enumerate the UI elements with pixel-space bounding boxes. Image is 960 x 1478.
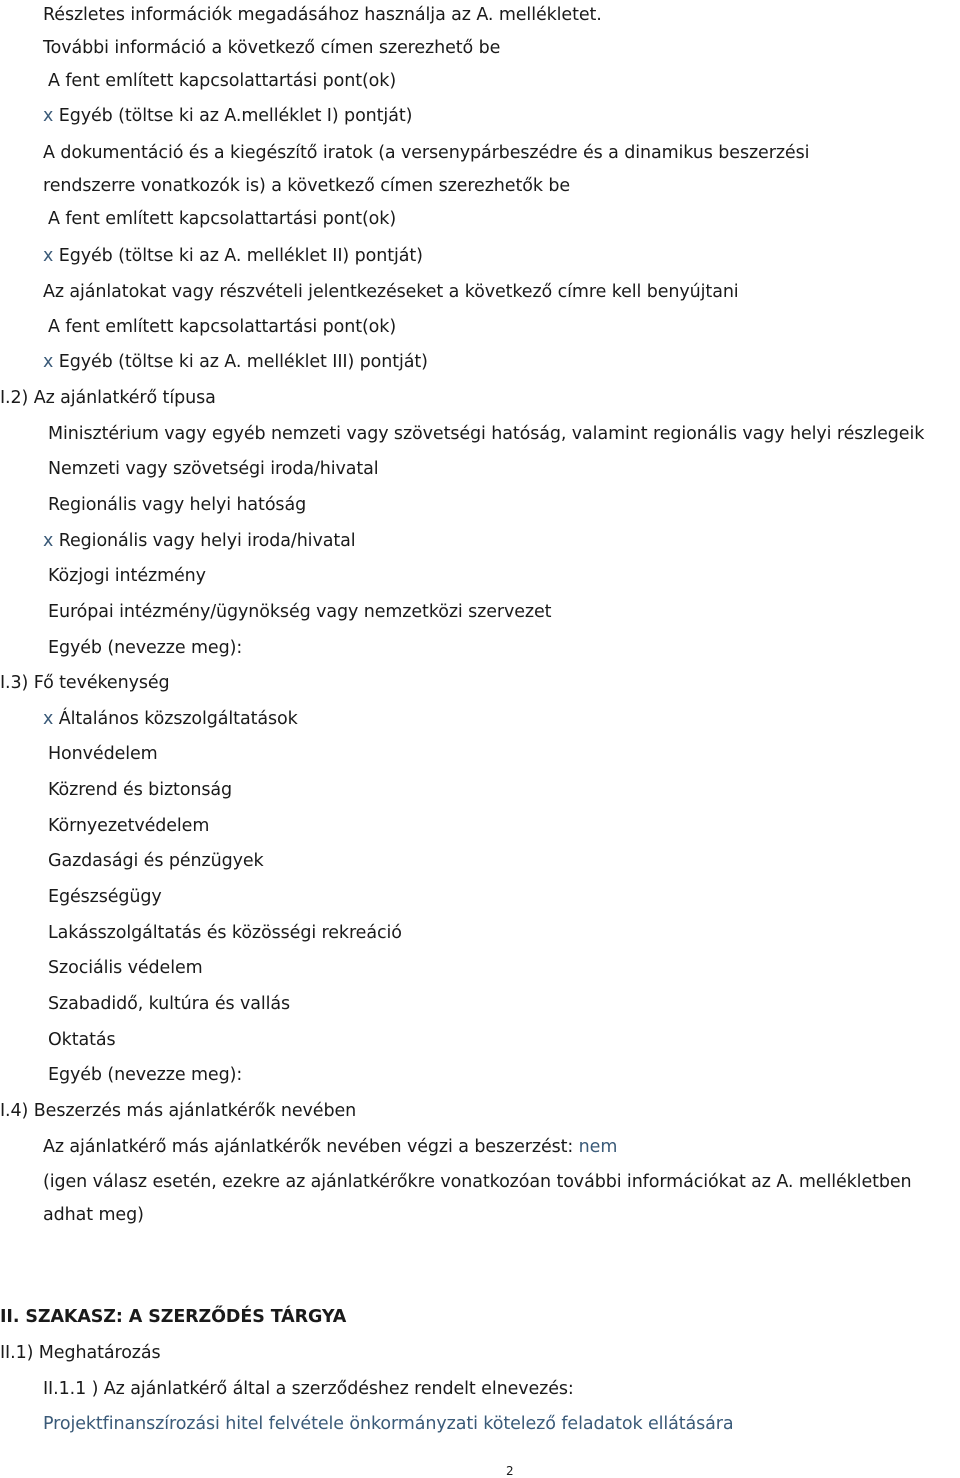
authority-type-option: Regionális vagy helyi hatóság xyxy=(48,495,307,515)
details-note: Részletes információk megadásához használja az A. mellékletet. xyxy=(43,5,602,25)
authority-type-option: Minisztérium vagy egyéb nemzeti vagy szövetségi hatóság, valamint regionális vagy helyi részlegeik xyxy=(48,424,925,444)
activity-option: Gazdasági és pénzügyek xyxy=(48,851,264,871)
documents-address-label-line2: rendszerre vonatkozók is) a következő címen szerezhetők be xyxy=(43,176,570,196)
documents-option-contact: A fent említett kapcsolattartási pont(ok) xyxy=(48,209,397,229)
further-info-option-other xyxy=(43,104,412,128)
submission-option-other xyxy=(43,350,428,374)
contract-title-value: Projektfinanszírozási hitel felvétele önkormányzati kötelező feladatok ellátására xyxy=(43,1414,734,1434)
option-label: Regionális vagy helyi iroda/hivatal xyxy=(58,531,356,551)
joint-procurement-note-line1: (igen válasz esetén, ezekre az ajánlatkérőkre vonatkozóan további információkat az A. mellékletben xyxy=(43,1172,912,1192)
section-i4-heading: I.4) Beszerzés más ajánlatkérők nevében xyxy=(0,1101,357,1121)
check-mark: x xyxy=(43,246,54,266)
check-mark: x xyxy=(43,531,54,551)
activity-option: Egészségügy xyxy=(48,887,162,907)
joint-procurement-note-line2: adhat meg) xyxy=(43,1205,144,1225)
activity-option: Szabadidő, kultúra és vallás xyxy=(48,994,291,1014)
documents-address-label-line1: A dokumentáció és a kiegészítő iratok (a versenypárbeszédre és a dinamikus beszerzési xyxy=(43,143,810,163)
option-label: Egyéb (töltse ki az A. melléklet II) pontját) xyxy=(58,246,423,266)
section-ii-heading: II. SZAKASZ: A SZERZŐDÉS TÁRGYA xyxy=(0,1307,347,1327)
check-mark: x xyxy=(43,106,54,126)
activity-option: Honvédelem xyxy=(48,744,158,764)
activity-option-selected xyxy=(43,707,298,731)
authority-type-option: Európai intézmény/ügynökség vagy nemzetközi szervezet xyxy=(48,602,552,622)
check-mark: x xyxy=(43,709,54,729)
option-label: Egyéb (töltse ki az A. melléklet III) pontját) xyxy=(58,352,428,372)
authority-type-option: Egyéb (nevezze meg): xyxy=(48,638,243,658)
option-label: Általános közszolgáltatások xyxy=(58,709,298,729)
activity-option: Környezetvédelem xyxy=(48,816,210,836)
page-number: 2 xyxy=(506,1464,514,1478)
question-answer: nem xyxy=(578,1137,618,1157)
section-ii1-heading: II.1) Meghatározás xyxy=(0,1343,161,1363)
joint-procurement-question xyxy=(43,1135,617,1159)
section-i2-heading: I.2) Az ajánlatkérő típusa xyxy=(0,388,216,408)
check-mark: x xyxy=(43,352,54,372)
submission-option-contact: A fent említett kapcsolattartási pont(ok) xyxy=(48,317,397,337)
further-info-option-contact: A fent említett kapcsolattartási pont(ok) xyxy=(48,71,397,91)
authority-type-option: Nemzeti vagy szövetségi iroda/hivatal xyxy=(48,459,379,479)
activity-option: Közrend és biztonság xyxy=(48,780,233,800)
contract-title-label: II.1.1 ) Az ajánlatkérő által a szerződéshez rendelt elnevezés: xyxy=(43,1379,574,1399)
option-label: Egyéb (töltse ki az A.melléklet I) pontját) xyxy=(58,106,413,126)
activity-option: Egyéb (nevezze meg): xyxy=(48,1065,243,1085)
further-info-address-label: További információ a következő címen szerezhető be xyxy=(43,38,501,58)
documents-option-other xyxy=(43,244,423,268)
authority-type-option-selected xyxy=(43,529,355,553)
activity-option: Lakásszolgáltatás és közösségi rekreáció xyxy=(48,923,402,943)
question-label: Az ajánlatkérő más ajánlatkérők nevében végzi a beszerzést: xyxy=(43,1137,574,1157)
submission-address-label: Az ajánlatokat vagy részvételi jelentkezéseket a következő címre kell benyújtani xyxy=(43,282,739,302)
authority-type-option: Közjogi intézmény xyxy=(48,566,206,586)
activity-option: Oktatás xyxy=(48,1030,116,1050)
activity-option: Szociális védelem xyxy=(48,958,203,978)
section-i3-heading: I.3) Fő tevékenység xyxy=(0,673,170,693)
